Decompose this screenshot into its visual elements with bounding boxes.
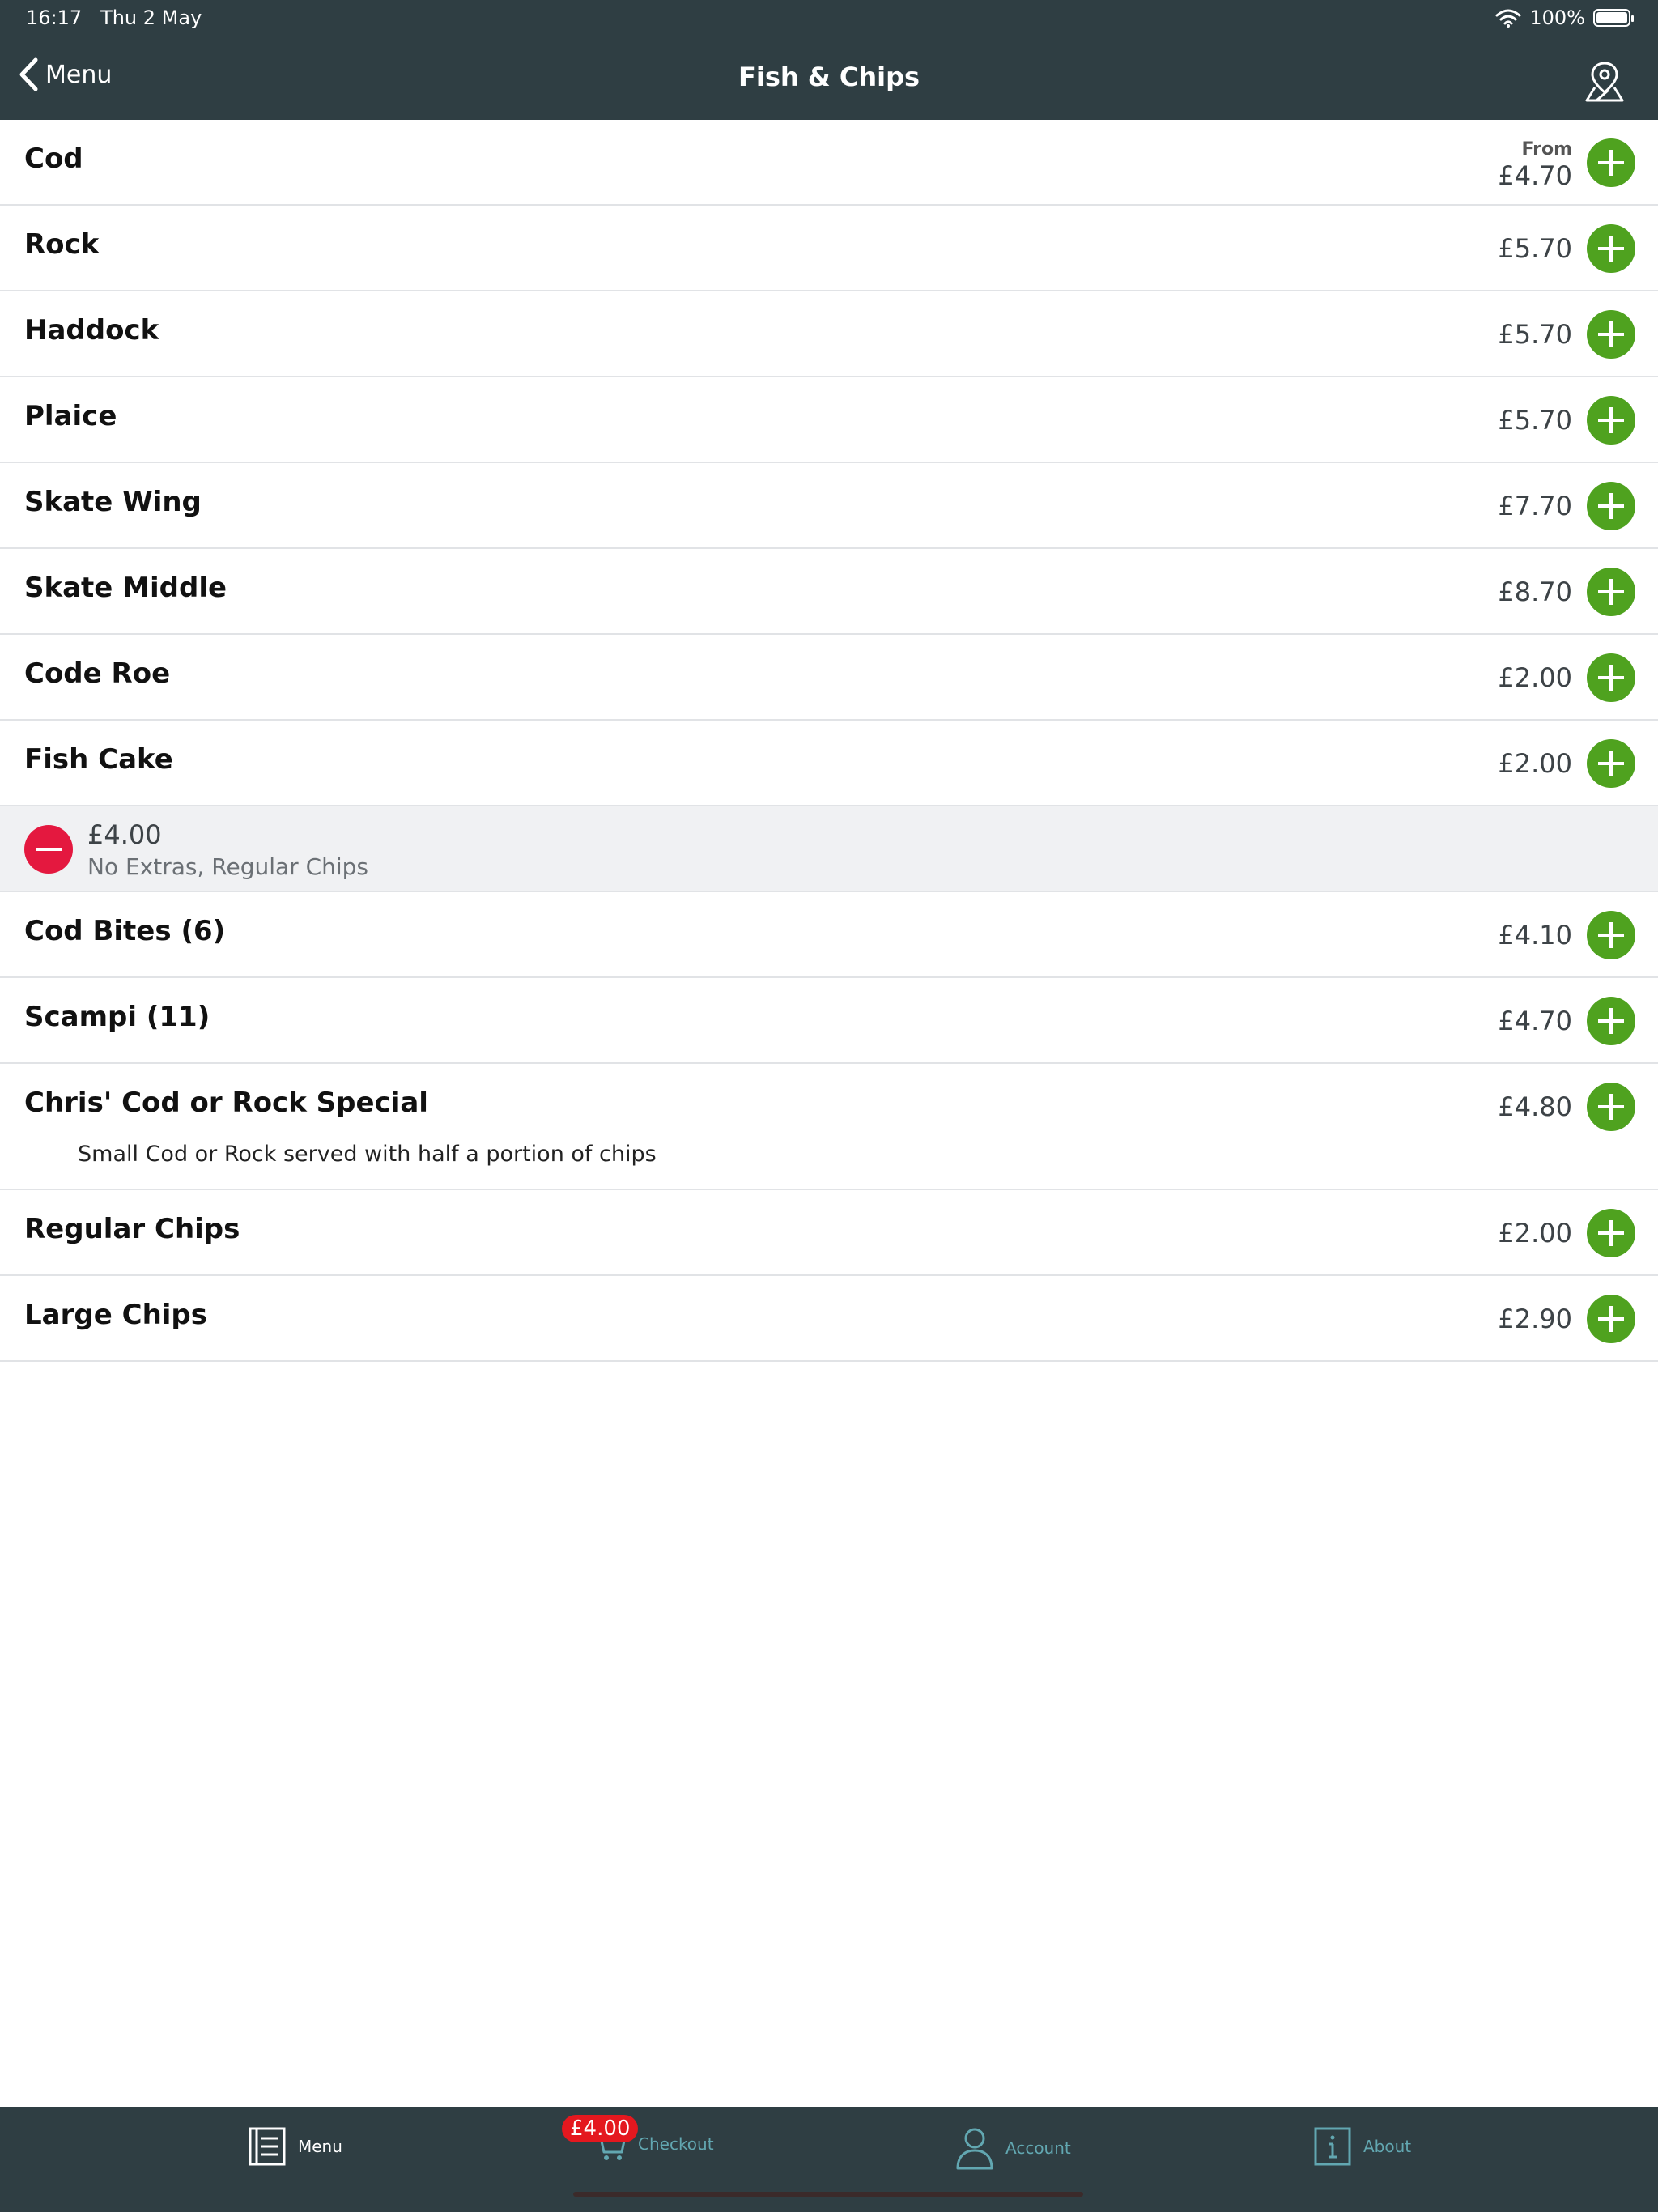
item-name: Rock: [24, 228, 100, 261]
item-price: £2.00: [1498, 748, 1572, 779]
battery-percent: 100%: [1529, 6, 1585, 29]
item-name: Cod Bites (6): [24, 915, 226, 947]
item-name: Fish Cake: [24, 743, 173, 776]
add-button[interactable]: [1587, 1209, 1635, 1257]
tab-account[interactable]: [955, 2126, 1071, 2170]
menu-item-regular-chips[interactable]: [0, 1190, 1658, 1276]
add-button[interactable]: [1587, 310, 1635, 359]
item-price: £5.70: [1498, 405, 1572, 436]
item-price: £5.70: [1498, 233, 1572, 264]
item-price: £7.70: [1498, 491, 1572, 521]
menu-item-cod-bites[interactable]: [0, 892, 1658, 978]
home-indicator: [573, 2192, 1083, 2197]
add-button[interactable]: [1587, 568, 1635, 616]
menu-item-large-chips[interactable]: [0, 1276, 1658, 1362]
add-button[interactable]: [1587, 911, 1635, 959]
add-button[interactable]: [1587, 1295, 1635, 1343]
tab-label: About: [1363, 2137, 1412, 2156]
item-price: £8.70: [1498, 576, 1572, 607]
tab-menu[interactable]: [248, 2126, 342, 2167]
item-name: Regular Chips: [24, 1213, 240, 1245]
battery-icon: [1593, 9, 1630, 27]
item-price: £2.00: [1498, 1218, 1572, 1249]
menu-item-plaice[interactable]: [0, 377, 1658, 463]
add-button[interactable]: [1587, 396, 1635, 445]
item-name: Plaice: [24, 400, 117, 432]
menu-book-icon: [248, 2126, 287, 2167]
item-price: £4.70: [1498, 160, 1572, 191]
menu-item-skate-middle[interactable]: [0, 549, 1658, 635]
menu-item-haddock[interactable]: [0, 291, 1658, 377]
page-title: Fish & Chips: [738, 62, 920, 92]
item-name: Haddock: [24, 314, 159, 347]
status-bar-time: 16:17 Thu 2 May: [26, 6, 202, 29]
menu-item-fish-cake[interactable]: [0, 721, 1658, 806]
menu-item-cod[interactable]: [0, 120, 1658, 206]
checkout-total-badge: £4.00: [562, 2115, 638, 2142]
tab-label: Checkout: [638, 2134, 714, 2154]
add-button[interactable]: [1587, 653, 1635, 702]
item-price-from: From: [1521, 139, 1572, 160]
top-bar: [0, 0, 1658, 120]
selected-order-line[interactable]: [0, 806, 1658, 892]
menu-item-rock[interactable]: [0, 206, 1658, 291]
wifi-icon: [1495, 8, 1521, 28]
menu-item-code-roe[interactable]: [0, 635, 1658, 721]
item-name: Skate Middle: [24, 572, 227, 604]
add-button[interactable]: [1587, 138, 1635, 187]
item-name: Large Chips: [24, 1299, 207, 1331]
menu-item-skate-wing[interactable]: [0, 463, 1658, 549]
item-price: £4.80: [1498, 1091, 1572, 1122]
item-name: Skate Wing: [24, 486, 202, 518]
tab-label: Menu: [298, 2137, 342, 2156]
order-line-price: £4.00: [87, 819, 162, 850]
status-bar-right: [1495, 6, 1630, 29]
item-name: Scampi (11): [24, 1001, 210, 1033]
user-icon: [955, 2126, 994, 2170]
order-line-options: No Extras, Regular Chips: [87, 853, 369, 880]
item-description: Small Cod or Rock served with half a portion of chips: [78, 1142, 657, 1167]
add-button[interactable]: [1587, 997, 1635, 1045]
item-price: £2.00: [1498, 662, 1572, 693]
menu-item-list: [0, 120, 1658, 1362]
add-button[interactable]: [1587, 739, 1635, 788]
add-button[interactable]: [1587, 482, 1635, 530]
menu-item-chris-special[interactable]: [0, 1064, 1658, 1190]
menu-item-scampi[interactable]: [0, 978, 1658, 1064]
tab-about[interactable]: [1313, 2126, 1411, 2167]
info-icon: [1313, 2126, 1352, 2167]
remove-button[interactable]: [24, 825, 73, 874]
tab-label: Account: [1005, 2138, 1071, 2158]
item-name: Cod: [24, 143, 83, 175]
map-button[interactable]: [1584, 58, 1626, 104]
map-pin-icon: [1584, 58, 1626, 104]
item-price: £4.70: [1498, 1006, 1572, 1036]
item-name: Code Roe: [24, 657, 171, 690]
item-price: £2.90: [1498, 1304, 1572, 1334]
item-price: £4.10: [1498, 920, 1572, 951]
item-price: £5.70: [1498, 319, 1572, 350]
back-label: Menu: [45, 60, 113, 89]
add-button[interactable]: [1587, 224, 1635, 273]
add-button[interactable]: [1587, 1083, 1635, 1131]
item-name: Chris' Cod or Rock Special: [24, 1087, 428, 1119]
